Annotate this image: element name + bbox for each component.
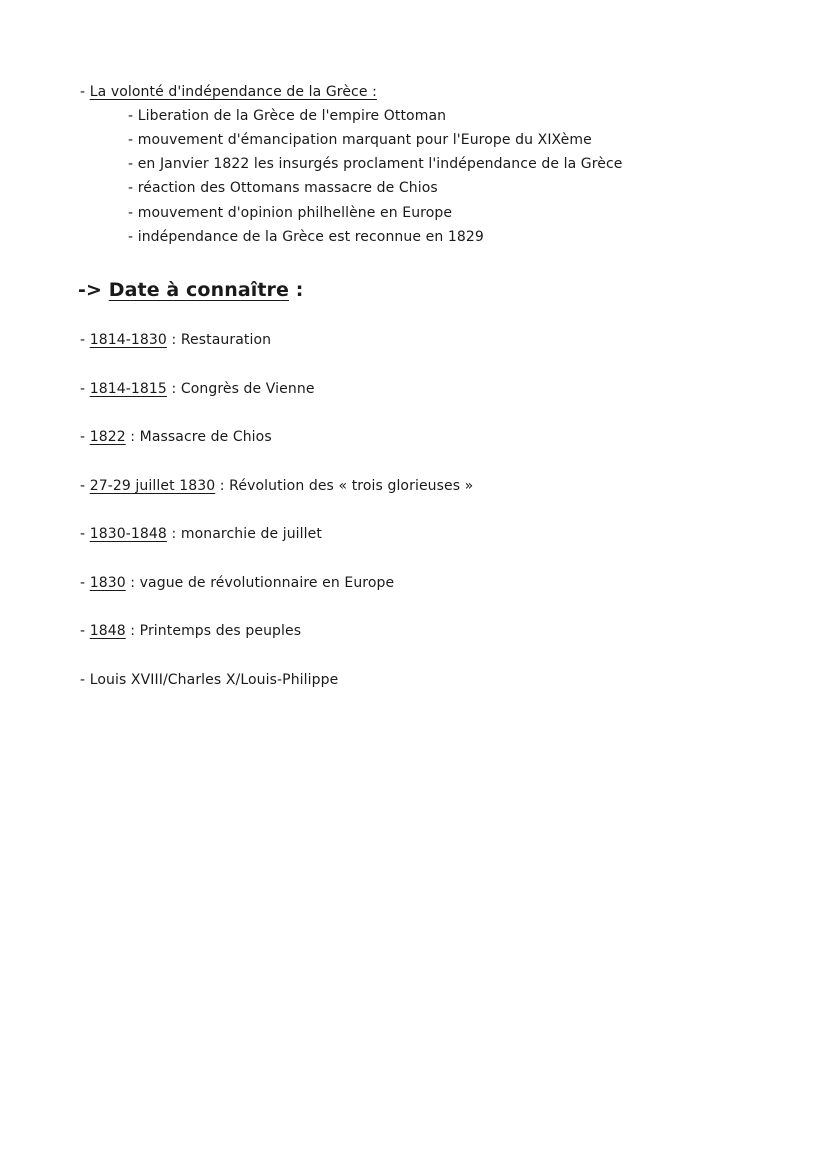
date-item	[80, 477, 473, 495]
date-item	[80, 525, 322, 543]
kings-line: - Louis XVIII/Charles X/Louis-Philippe	[80, 672, 339, 688]
date-item	[80, 622, 301, 640]
date-item	[80, 428, 272, 446]
dates-heading-arrow: ->	[78, 279, 109, 301]
greece-bullet: - mouvement d'opinion philhellène en Europe	[128, 205, 453, 221]
title-dash: -	[80, 84, 86, 100]
date-description: : Révolution des « trois glorieuses »	[215, 478, 474, 494]
section-greece-title	[80, 83, 377, 101]
date-dash: -	[80, 478, 90, 494]
date-item	[80, 380, 315, 398]
dates-heading-colon: :	[289, 279, 304, 301]
date-dash: -	[80, 332, 90, 348]
greece-bullet: - indépendance de la Grèce est reconnue en 1829	[128, 229, 484, 245]
date-dash: -	[80, 623, 90, 639]
date-description: : Restauration	[166, 332, 272, 348]
greece-bullet: - Liberation de la Grèce de l'empire Ottoman	[128, 108, 447, 124]
date-value: 27-29 juillet 1830	[89, 478, 216, 494]
date-description: : monarchie de juillet	[166, 526, 322, 542]
date-dash: -	[80, 429, 90, 445]
date-description: : Printemps des peuples	[125, 623, 302, 639]
date-item	[80, 331, 271, 349]
date-value: 1830-1848	[89, 526, 167, 542]
greece-title-colon: :	[367, 84, 377, 100]
date-dash: -	[80, 575, 90, 591]
greece-bullet: - réaction des Ottomans massacre de Chios	[128, 180, 438, 196]
dates-heading-label: Date à connaître	[108, 279, 289, 301]
date-description: : Congrès de Vienne	[166, 381, 315, 397]
date-dash: -	[80, 526, 90, 542]
dates-heading	[78, 278, 303, 302]
greece-bullet: - mouvement d'émancipation marquant pour l'Europe du XIXème	[128, 132, 592, 148]
date-value: 1822	[89, 429, 126, 445]
date-description: : Massacre de Chios	[125, 429, 272, 445]
date-value: 1830	[89, 575, 126, 591]
greece-title-text: La volonté d'indépendance de la Grèce	[89, 84, 368, 100]
greece-bullet: - en Janvier 1822 les insurgés proclament l'indépendance de la Grèce	[128, 156, 623, 172]
date-description: : vague de révolutionnaire en Europe	[125, 575, 395, 591]
date-value: 1814-1830	[89, 332, 167, 348]
date-value: 1848	[89, 623, 126, 639]
date-dash: -	[80, 381, 90, 397]
date-value: 1814-1815	[89, 381, 167, 397]
date-item	[80, 574, 394, 592]
